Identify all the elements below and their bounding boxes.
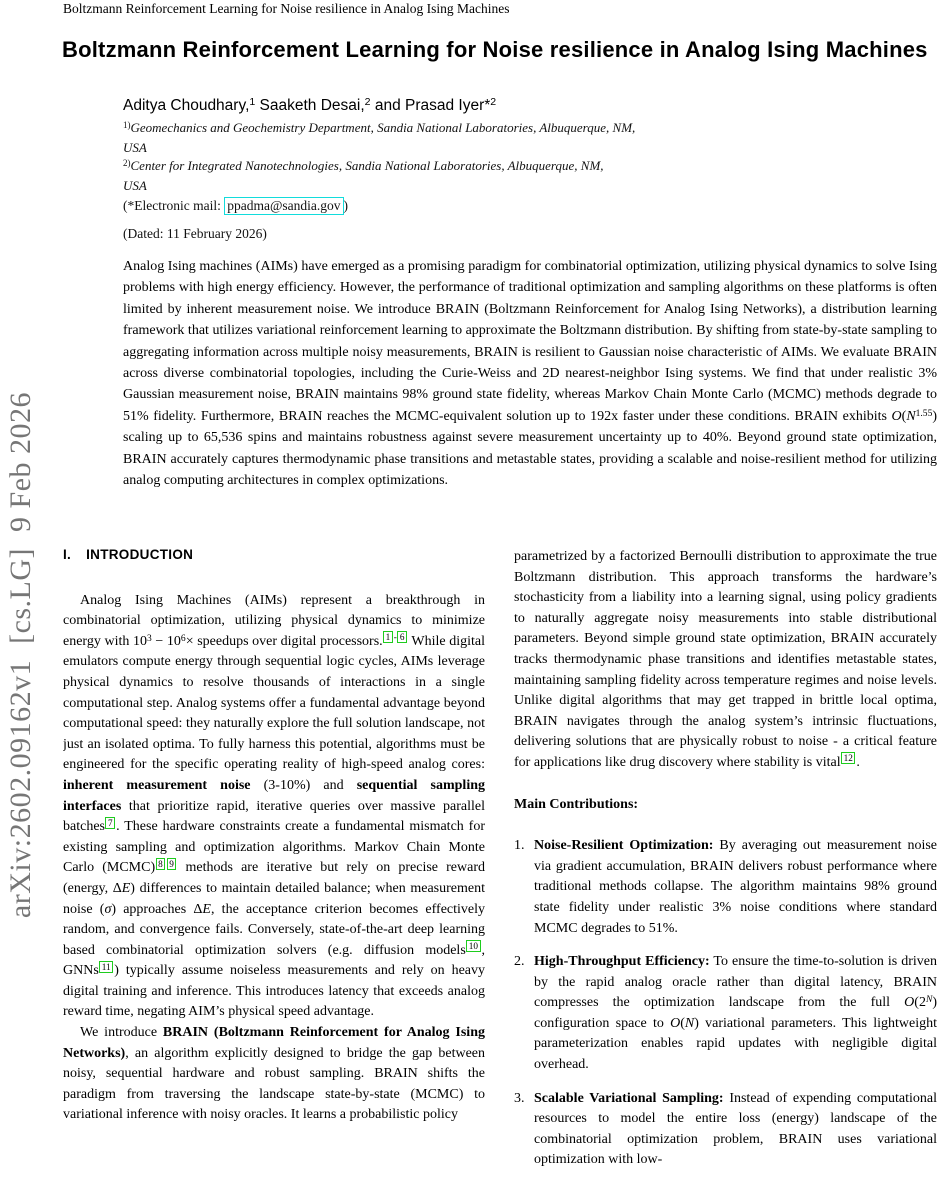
- list-number: 2.: [514, 954, 525, 970]
- text-run: BRAIN (Boltzmann Reinforcement for Analog Ising Networks): [63, 1025, 485, 1061]
- section-title: INTRODUCTION: [86, 547, 194, 562]
- paper-title: Boltzmann Reinforcement Learning for Noise resilience in Analog Ising Machines: [62, 37, 928, 62]
- text-run: E: [121, 880, 131, 896]
- text-run: We introduce: [80, 1025, 163, 1041]
- text-run: O: [904, 995, 915, 1011]
- list-body: [534, 836, 937, 939]
- affiliation-2: [123, 157, 823, 195]
- text-run: Aditya Choudhary,: [123, 97, 250, 114]
- list-body: [534, 1089, 937, 1171]
- affiliation-2-text: Center for Integrated Nanotechnologies, Sandia National Laboratories, Albuquerque, NM,: [130, 158, 604, 173]
- list-number: 3.: [514, 1090, 525, 1106]
- author-line: [123, 97, 823, 115]
- text-run: Saaketh Desai,: [255, 97, 365, 114]
- text-run: , an algorithm explicitly designed to bridge the gap between noisy, sequential hardware and robust sampling. BRAIN shifts the paradigm from traversing the landscape state-by-state (MCMC) to variational inference with noisy oracles. It learns a probabilistic policy: [63, 1045, 485, 1123]
- text-run: (2: [914, 995, 926, 1011]
- text-run: methods are iterative but rely on precise reward (energy, Δ: [63, 860, 485, 896]
- text-run: − 10: [151, 633, 181, 649]
- text-run: σ: [104, 901, 112, 917]
- text-run: ) differences to maintain detailed balance; when measurement noise (: [63, 880, 485, 917]
- affiliation-1-text-cont: USA: [123, 139, 147, 155]
- text-run: (3-10%) and: [250, 777, 357, 793]
- citation-link[interactable]: 10: [466, 940, 480, 952]
- text-run: E: [202, 901, 211, 917]
- text-run: N: [906, 408, 916, 424]
- text-run: Analog Ising machines (AIMs) have emerged as a promising paradigm for combinatorial optimization, utilizing physical dynamics to solve Ising problems with high energy efficiency. However, the performance of traditional optimization and sampling algorithms on these platforms is often limited by inherent measurement noise. We introduce BRAIN (Boltzmann Reinforcement for Analog Ising Networks), a distribution learning framework that utilizes variational reinforcement learning to approximate the Boltzmann distribution. By shifting from state-by-state sampling to aggregating information across multiple noisy measurements, BRAIN is resilient to Gaussian noise characteristic of AIMs. We evaluate BRAIN across diverse combinatorial topologies, including the Curie-Weiss and 2D nearest-neighbor Ising systems. We find that under realistic 3% Gaussian measurement noise, BRAIN maintains 98% ground state fidelity, whereas Markov Chain Monte Carlo (MCMC) methods degrade to 51% fidelity. Furthermore, BRAIN reaches the MCMC-equivalent solution up to 192x faster under these conditions. BRAIN exhibits: [123, 259, 937, 424]
- text-run: O: [670, 1015, 681, 1031]
- text-run: 1: [249, 96, 256, 109]
- text-run: ) approaches Δ: [111, 901, 203, 917]
- main-contributions-heading: Main Contributions:: [514, 796, 639, 812]
- email-link[interactable]: ppadma@sandia.gov: [224, 197, 343, 215]
- text-run: High-Throughput Efficiency:: [534, 954, 710, 970]
- text-run: , GNNs: [63, 942, 485, 979]
- contribution-item-1: [514, 836, 937, 939]
- citation-link[interactable]: 9: [167, 858, 177, 870]
- contribution-item-2: [514, 952, 937, 1076]
- text-run: ) configuration space to: [534, 995, 937, 1031]
- citation-link[interactable]: 8: [156, 858, 166, 870]
- intro-paragraph-continuation: [514, 547, 937, 774]
- text-run: 3: [147, 633, 152, 644]
- affiliation-2-text-cont: USA: [123, 177, 147, 193]
- text-run: O: [891, 408, 902, 424]
- section-heading-introduction: [63, 545, 485, 566]
- text-run: sequential sampling interfaces: [63, 777, 485, 814]
- text-run: While digital emulators compute energy through sequential logic cycles, AIMs leverage physical dynamics to resolve thousands of interactions in a single computational step. Analog systems offer a fundamental advantage beyond computational speed: they naturally explore the full solution landscape, not just an isolated optima. To fully harness this potential, algorithms must be engineered for the specific operating reality of high-speed analog cores:: [63, 633, 485, 773]
- text-run: Noise-Resilient Optimization:: [534, 838, 714, 854]
- arxiv-stamp: arXiv:2602.09162v1 [cs.LG] 9 Feb 2026: [4, 391, 37, 919]
- date-line: (Dated: 11 February 2026): [123, 226, 267, 241]
- list-number: 1.: [514, 838, 525, 854]
- text-run: 1.55: [915, 408, 933, 419]
- text-run: 6: [180, 633, 186, 644]
- text-run: Analog Ising Machines (AIMs) represent a breakthrough in combinatorial optimization, utilizing physical dynamics to minimize energy with 10: [63, 592, 485, 649]
- text-run: 2: [490, 96, 497, 109]
- text-run: ) typically assume noiseless measurements and rely on heavy digital training and inference. This introduces latency that exceeds analog reward time, negating AIM’s physical speed advantage.: [63, 963, 485, 1020]
- text-run: Scalable Variational Sampling:: [534, 1090, 724, 1106]
- affiliation-1: [123, 119, 823, 157]
- text-run: inherent measurement noise: [63, 777, 251, 793]
- affiliations: [123, 119, 823, 195]
- text-run: (: [680, 1015, 685, 1031]
- text-run: To ensure the time-to-solution is driven by the rapid analog oracle rather than digital latency, BRAIN compresses the optimization landscape from the full: [534, 954, 937, 1011]
- citation-link[interactable]: 1: [383, 631, 393, 643]
- intro-paragraph-2: [63, 1023, 485, 1126]
- list-body: [534, 952, 937, 1076]
- text-run: .: [856, 754, 860, 770]
- text-run: ) scaling up to 65,536 spins and maintains robustness against severe measurement uncertainty up to 40%. Beyond ground state optimization, BRAIN accurately captures thermodynamic phase transitions and metastable states, providing a scalable and noise-resilient method for utilizing analog computing architectures in complex optimizations.: [123, 408, 937, 489]
- intro-paragraph-1: [63, 591, 485, 1023]
- section-number: I.: [63, 547, 72, 562]
- citation-link[interactable]: 11: [99, 961, 113, 973]
- text-run: (: [901, 408, 907, 424]
- citation-link[interactable]: 6: [397, 631, 407, 643]
- left-column: [63, 540, 485, 1200]
- text-run: (*Electronic mail:: [123, 198, 225, 213]
- text-run: parametrized by a factorized Bernoulli distribution to approximate the true Boltzmann distribution. This approach transforms the hardware’s stochasticity from a liability into a learning signal, using policy gradients to naturally aggregate noisy measurements into stable distributional parameters. Beyond simple ground state optimization, BRAIN accurately tracks thermodynamic phase transitions and identifies metastable states, maintaining sampling fidelity across temperature regimes and noise levels. Unlike digital algorithms that may get trapped in brittle local optima, BRAIN navigates through the analog system’s intrinsic fluctuations, delivering solutions that are physically robust to noise - a critical feature for applications like drug discovery where stability is vital: [514, 549, 937, 770]
- text-run: By averaging out measurement noise via gradient accumulation, BRAIN delivers robust performance where traditional methods collapse. The algorithm maintains 98% ground state fidelity under realistic 3% noise conditions where standard MCMC degrades to 51%.: [534, 838, 937, 936]
- affiliation-1-marker: 1): [123, 119, 131, 130]
- text-run: Instead of expending computational resources to model the entire loss (energy) landscape of the combinatorial optimization problem, BRAIN uses variational optimization with low-: [534, 1090, 937, 1168]
- citation-link[interactable]: 7: [105, 817, 115, 829]
- text-run: × speedups over digital processors.: [185, 633, 383, 649]
- abstract: [123, 256, 937, 491]
- right-column: [514, 540, 937, 1200]
- affiliation-1-text: Geomechanics and Geochemistry Department, Sandia National Laboratories, Albuquerque, NM,: [130, 120, 636, 135]
- contribution-item-3: [514, 1089, 937, 1171]
- text-run: ): [343, 198, 348, 213]
- running-head: Boltzmann Reinforcement Learning for Noise resilience in Analog Ising Machines: [63, 1, 510, 16]
- email-line: [123, 198, 348, 214]
- text-run: . These hardware constraints create a fundamental mismatch for existing sampling and optimization algorithms. Markov Chain Monte Carlo (MCMC): [63, 819, 485, 876]
- two-column-body: [63, 540, 937, 1200]
- text-run: 2: [364, 96, 371, 109]
- text-run: -: [393, 632, 397, 643]
- affiliation-2-marker: 2): [123, 157, 131, 168]
- text-run: that prioritize rapid, iterative queries over massive parallel batches: [63, 798, 485, 835]
- text-run: ) variational parameters. This lightweight parameterization enables rapid updates with negligible digital overhead.: [534, 1015, 937, 1073]
- text-run: , the acceptance criterion becomes effectively random, and convergence fails. Conversely, state-of-the-art deep learning based combinatorial optimization solvers (e.g. diffusion models: [63, 901, 485, 958]
- text-run: N: [684, 1015, 695, 1031]
- text-run: N: [925, 995, 933, 1005]
- citation-link[interactable]: 12: [841, 752, 855, 764]
- text-run: and Prasad Iyer*: [370, 97, 491, 114]
